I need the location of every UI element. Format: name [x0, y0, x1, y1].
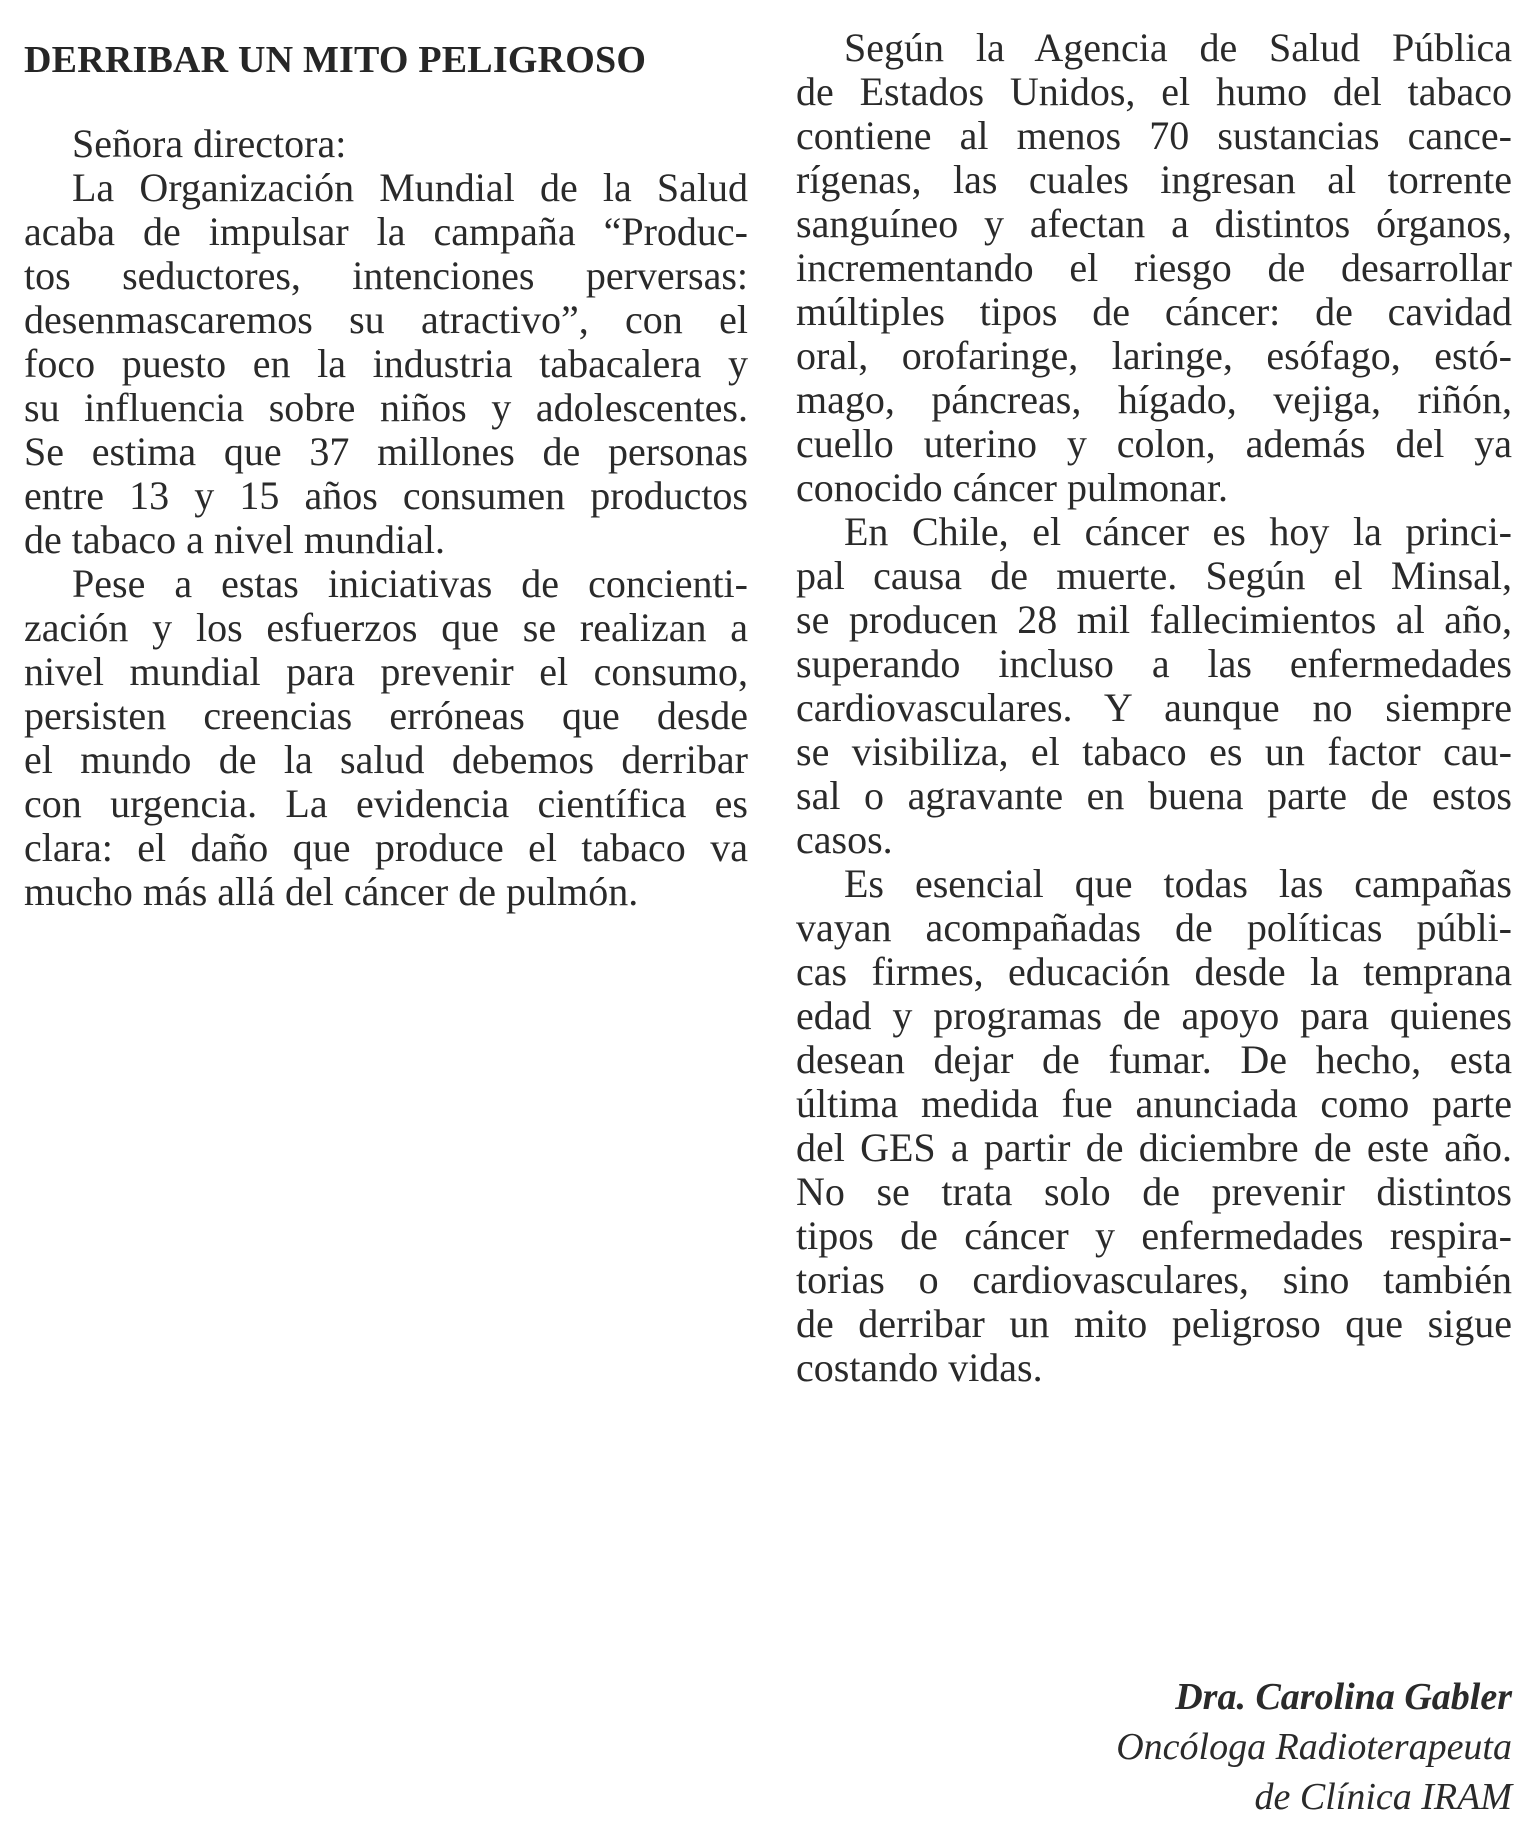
text-line: sanguíneo y afectan a distintos órganos,	[796, 201, 1512, 246]
salutation: Señora directora:	[72, 121, 347, 166]
text-line: acaba de impulsar la campaña “Produc-	[24, 209, 748, 254]
text-line: mago, páncreas, hígado, vejiga, riñón,	[796, 377, 1512, 422]
text-line: desenmascaremos su atractivo”, con el	[24, 297, 748, 342]
text-line: costando vidas.	[796, 1345, 1043, 1390]
text-line: conocido cáncer pulmonar.	[796, 465, 1229, 510]
text-line: de derribar un mito peligroso que sigue	[796, 1301, 1512, 1346]
text-line: entre 13 y 15 años consumen productos	[24, 473, 748, 518]
text-line: cuello uterino y colon, además del ya	[796, 421, 1512, 466]
text-line: sal o agravante en buena parte de estos	[796, 773, 1512, 818]
letter-title: DERRIBAR UN MITO PELIGROSO	[24, 39, 647, 81]
text-line: Se estima que 37 millones de personas	[24, 429, 748, 474]
text-line: tos seductores, intenciones perversas:	[24, 253, 748, 298]
text-line: No se trata solo de prevenir distintos	[796, 1169, 1512, 1214]
text-line: tipos de cáncer y enfermedades respira-	[796, 1213, 1512, 1258]
text-line: torias o cardiovasculares, sino también	[796, 1257, 1512, 1302]
text-line: edad y programas de apoyo para quienes	[796, 993, 1512, 1038]
text-line: casos.	[796, 817, 893, 862]
text-line: foco puesto en la industria tabacalera y	[24, 341, 748, 386]
signature-block	[1116, 1672, 1512, 1822]
text-line: Según la Agencia de Salud Pública	[844, 25, 1512, 70]
text-line: pal causa de muerte. Según el Minsal,	[796, 553, 1512, 598]
text-line: Pese a estas iniciativas de concienti-	[72, 561, 748, 606]
text-line: Es esencial que todas las campañas	[844, 861, 1512, 906]
text-line: En Chile, el cáncer es hoy la princi-	[844, 509, 1512, 554]
author-name: Dra. Carolina Gabler	[1175, 1676, 1512, 1718]
text-line: cas firmes, educación desde la temprana	[796, 949, 1512, 994]
text-line: oral, orofaringe, laringe, esófago, estó-	[796, 333, 1512, 378]
text-line: superando incluso a las enfermedades	[796, 641, 1512, 686]
text-line: se visibiliza, el tabaco es un factor cau-	[796, 729, 1512, 774]
text-line: el mundo de la salud debemos derribar	[24, 737, 748, 782]
text-line: del GES a partir de diciembre de este año.	[796, 1125, 1512, 1170]
author-role: Oncóloga Radioterapeuta	[1116, 1726, 1512, 1768]
text-line: clara: el daño que produce el tabaco va	[24, 825, 748, 870]
text-line: su influencia sobre niños y adolescentes.	[24, 385, 748, 430]
text-line: contiene al menos 70 sustancias cance-	[796, 113, 1512, 158]
text-line: múltiples tipos de cáncer: de cavidad	[796, 289, 1512, 334]
author-institution: de Clínica IRAM	[1254, 1776, 1512, 1818]
text-line: La Organización Mundial de la Salud	[72, 165, 748, 210]
text-line: incrementando el riesgo de desarrollar	[796, 245, 1512, 290]
text-line: de tabaco a nivel mundial.	[24, 517, 445, 562]
text-line: con urgencia. La evidencia científica es	[24, 781, 748, 826]
text-line: de Estados Unidos, el humo del tabaco	[796, 69, 1512, 114]
text-line: zación y los esfuerzos que se realizan a	[24, 605, 748, 650]
text-line: nivel mundial para prevenir el consumo,	[24, 649, 748, 694]
text-line: última medida fue anunciada como parte	[796, 1081, 1512, 1126]
text-line: desean dejar de fumar. De hecho, esta	[796, 1037, 1512, 1082]
text-line: rígenas, las cuales ingresan al torrente	[796, 157, 1512, 202]
text-line: vayan acompañadas de políticas públi-	[796, 905, 1512, 950]
text-line: se producen 28 mil fallecimientos al año,	[796, 597, 1512, 642]
text-line: mucho más allá del cáncer de pulmón.	[24, 869, 639, 914]
text-line: persisten creencias erróneas que desde	[24, 693, 748, 738]
text-line: cardiovasculares. Y aunque no siempre	[796, 685, 1512, 730]
